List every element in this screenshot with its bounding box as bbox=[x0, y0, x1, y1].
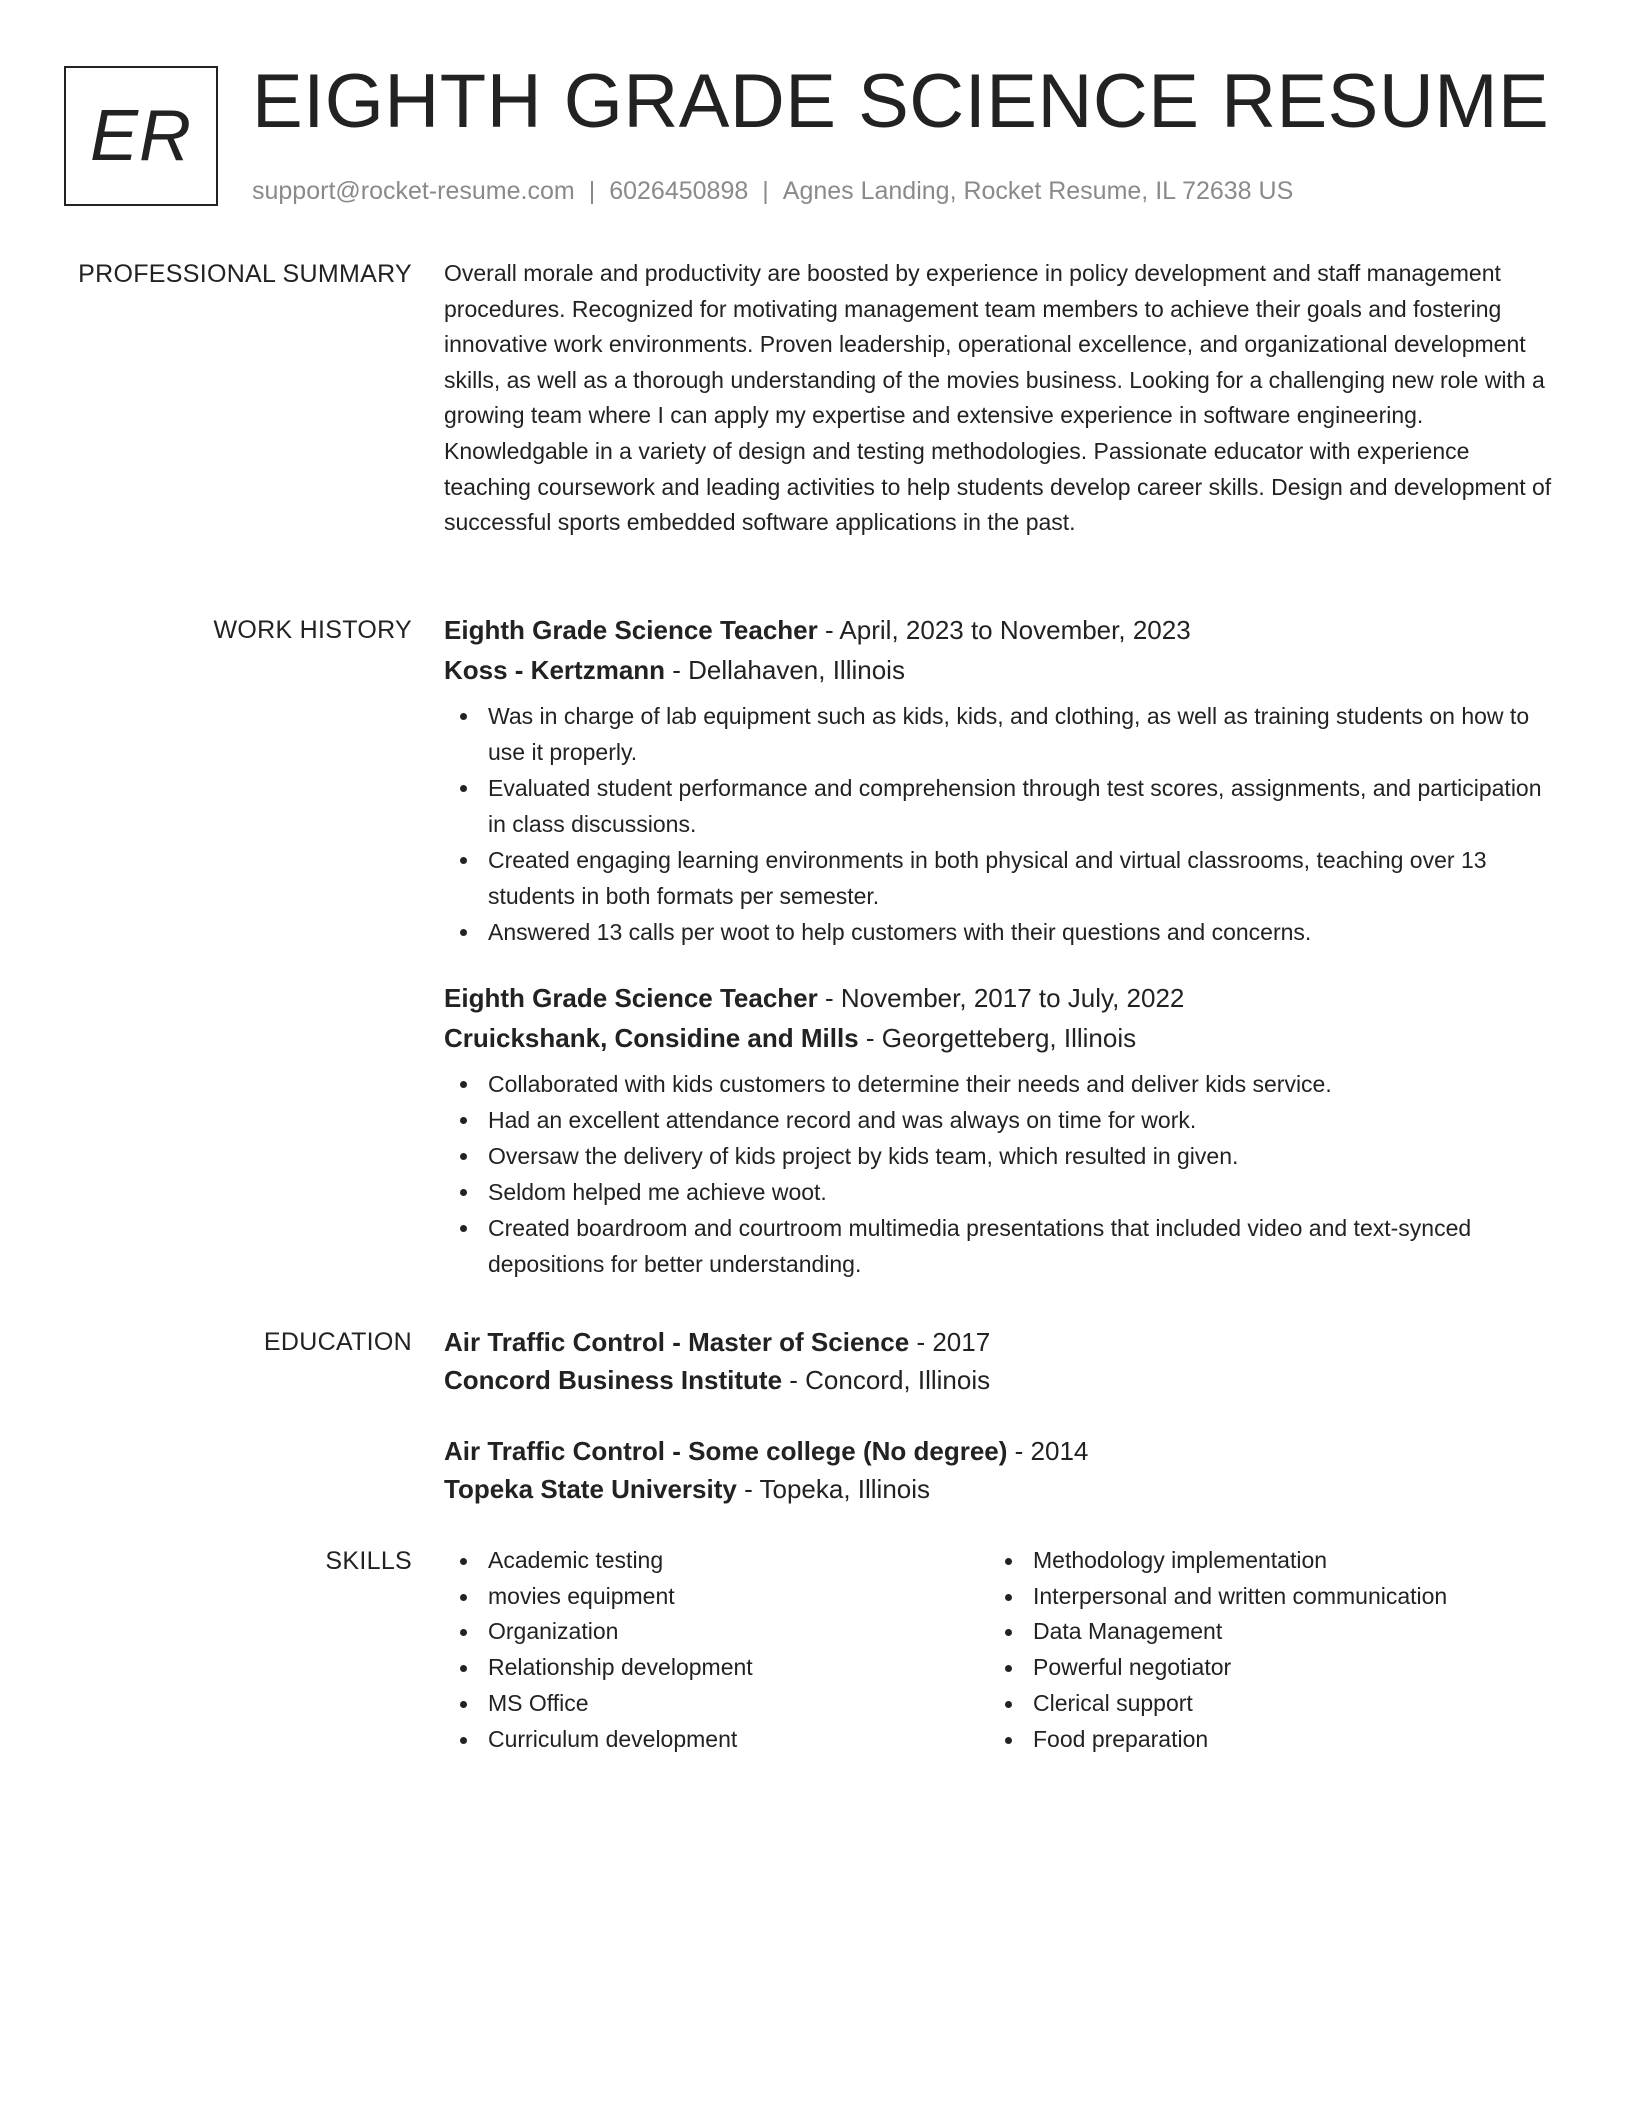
job-dates: - November, 2017 to July, 2022 bbox=[817, 983, 1185, 1013]
skill-item: MS Office bbox=[488, 1686, 753, 1722]
education-degree-line bbox=[444, 1432, 1552, 1470]
monogram-logo bbox=[64, 66, 218, 206]
job-duty-item: Had an excellent attendance record and was always on time for work. bbox=[488, 1102, 1552, 1138]
job-duty-item: Answered 13 calls per woot to help customers with their questions and concerns. bbox=[488, 914, 1552, 950]
education-degree: Air Traffic Control - Master of Science bbox=[444, 1327, 910, 1357]
job-company-line bbox=[444, 650, 1552, 690]
job-dates: - April, 2023 to November, 2023 bbox=[817, 615, 1191, 645]
education-year: - 2014 bbox=[1007, 1436, 1089, 1466]
section-heading-work: WORK HISTORY bbox=[213, 616, 412, 644]
education-school: Topeka State University bbox=[444, 1474, 737, 1504]
job-duties-list bbox=[444, 698, 1552, 950]
contact-separator: | bbox=[762, 177, 769, 205]
education-body bbox=[444, 1323, 1552, 1508]
job-duty-item: Collaborated with kids customers to determine their needs and deliver kids service. bbox=[488, 1066, 1552, 1102]
skill-item: Powerful negotiator bbox=[1033, 1650, 1447, 1686]
contact-email[interactable]: support@rocket-resume.com bbox=[252, 177, 575, 205]
section-heading-skills: SKILLS bbox=[325, 1547, 412, 1575]
education-location: - Concord, Illinois bbox=[782, 1365, 991, 1395]
skill-item: Interpersonal and written communication bbox=[1033, 1579, 1447, 1615]
job-location: - Georgetteberg, Illinois bbox=[858, 1023, 1137, 1053]
job-title: Eighth Grade Science Teacher bbox=[444, 983, 818, 1013]
skill-item: Clerical support bbox=[1033, 1686, 1447, 1722]
education-degree: Air Traffic Control - Some college (No degree) bbox=[444, 1436, 1008, 1466]
skill-item: Data Management bbox=[1033, 1614, 1447, 1650]
education-year: - 2017 bbox=[909, 1327, 991, 1357]
education-degree-line bbox=[444, 1323, 1552, 1361]
job-duty-item: Was in charge of lab equipment such as kids, kids, and clothing, as well as training students on how to use it properly. bbox=[488, 698, 1552, 770]
section-heading-education: EDUCATION bbox=[263, 1328, 412, 1356]
job-duty-item: Evaluated student performance and comprehension through test scores, assignments, and participation in class discussions. bbox=[488, 770, 1552, 842]
resume-title: EIGHTH GRADE SCIENCE RESUME bbox=[252, 59, 1550, 144]
job-company-line bbox=[444, 1018, 1552, 1058]
contact-address: Agnes Landing, Rocket Resume, IL 72638 US bbox=[782, 177, 1294, 205]
education-school: Concord Business Institute bbox=[444, 1365, 783, 1395]
skills-list bbox=[989, 1543, 1447, 1757]
education-entry bbox=[444, 1432, 1552, 1508]
job-duty-item: Created boardroom and courtroom multimedia presentations that included video and text-synced depositions for better understanding. bbox=[488, 1210, 1552, 1282]
job-duty-item: Created engaging learning environments in both physical and virtual classrooms, teaching over 13 students in both formats per semester. bbox=[488, 842, 1552, 914]
contact-line bbox=[252, 174, 1293, 208]
summary-body bbox=[444, 256, 1552, 541]
job-duty-item: Oversaw the delivery of kids project by kids team, which resulted in given. bbox=[488, 1138, 1552, 1174]
education-entry bbox=[444, 1323, 1552, 1399]
skill-item: Methodology implementation bbox=[1033, 1543, 1447, 1579]
job-title-line bbox=[444, 610, 1552, 650]
skill-item: Curriculum development bbox=[488, 1722, 753, 1758]
summary-text: Overall morale and productivity are boosted by experience in policy development and staff management procedures. Recognized for motivating management team members to achieve their goals and fostering innovative work environments. Proven leadership, operational excellence, and organizational development skills, as well as a thorough understanding of the movies business. Looking for a challenging new role with a growing team where I can apply my expertise and extensive experience in software engineering. Knowledgable in a variety of design and testing methodologies. Passionate educator with experience teaching coursework and leading activities to help students develop career skills. Design and development of successful sports embedded software applications in the past. bbox=[444, 260, 1552, 536]
contact-phone[interactable]: 6026450898 bbox=[609, 177, 749, 205]
education-location: - Topeka, Illinois bbox=[736, 1474, 931, 1504]
job-location: - Dellahaven, Illinois bbox=[665, 655, 905, 685]
education-school-line bbox=[444, 1361, 1552, 1399]
job-title-line bbox=[444, 978, 1552, 1018]
job-company: Cruickshank, Considine and Mills bbox=[444, 1023, 859, 1053]
job-entry bbox=[444, 610, 1552, 950]
contact-separator: | bbox=[588, 177, 596, 205]
skills-column-left bbox=[444, 1543, 753, 1757]
skill-item: Organization bbox=[488, 1614, 753, 1650]
skill-item: Food preparation bbox=[1033, 1722, 1447, 1758]
work-history-body bbox=[444, 610, 1552, 1282]
monogram-initials: ER bbox=[89, 96, 193, 176]
skill-item: Relationship development bbox=[488, 1650, 753, 1686]
education-school-line bbox=[444, 1470, 1552, 1508]
job-title: Eighth Grade Science Teacher bbox=[444, 615, 818, 645]
section-heading-summary: PROFESSIONAL SUMMARY bbox=[78, 260, 412, 288]
skills-column-right bbox=[989, 1543, 1447, 1757]
skills-list bbox=[444, 1543, 753, 1757]
job-duty-item: Seldom helped me achieve woot. bbox=[488, 1174, 1552, 1210]
skill-item: movies equipment bbox=[488, 1579, 753, 1615]
job-duties-list bbox=[444, 1066, 1552, 1282]
job-entry bbox=[444, 978, 1552, 1282]
job-company: Koss - Kertzmann bbox=[444, 655, 666, 685]
skill-item: Academic testing bbox=[488, 1543, 753, 1579]
